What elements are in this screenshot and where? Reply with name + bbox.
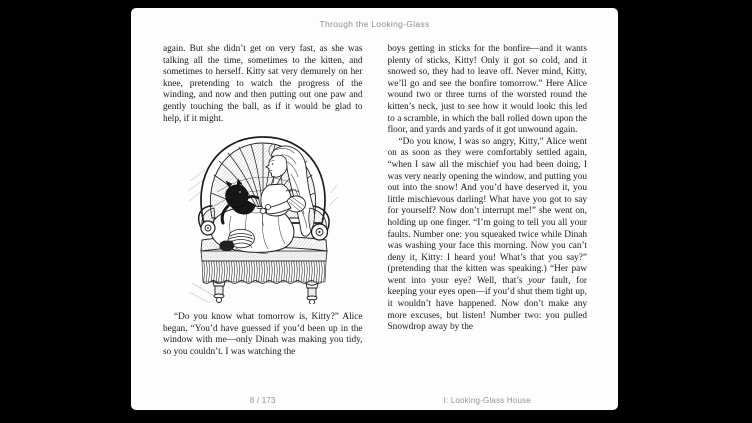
left-column-bottom-paragraphs	[163, 312, 363, 358]
book-page[interactable]	[131, 8, 618, 410]
page-footer	[163, 396, 587, 405]
left-column-top-paragraphs	[163, 44, 363, 125]
left-column	[163, 44, 363, 378]
paragraph: “Do you know, I was so angry, Kitty,” Alice went on as soon as they were comfortably settled again, “when I saw all the mischief you had been doing, I was very nearly opening the window, and putting you out into the snow! And you’d have deserved it, you little mischievous darling! What have you got to say for yourself? Now don’t interrupt me!” she went on, holding up one finger. “I’m going to tell you all your faults. Number one: you squeaked twice while Dinah was washing your face this morning. Now you can’t deny it, Kitty: I heard you! What’s that you say?” (pretending that the kitten was speaking.) “Her paw went into your eye? Well, that’s your fault, for keeping your eyes open—if you’d shut them tight up, it wouldn’t have happened. Now don’t make any more excuses, but listen! Number two: you pulled Snowdrop away by the	[387, 136, 587, 333]
chapter-label: I: Looking-Glass House	[443, 396, 532, 405]
paragraph: “Do you know what tomorrow is, Kitty?” Alice began. “You’d have guessed if you’d been up in the window with me—only Dinah was making you tidy, so you couldn’t. I was watching the	[163, 312, 363, 357]
alice-kitten-armchair-engraving	[188, 133, 338, 304]
right-column	[388, 44, 588, 378]
alice-kitten-armchair-illustration	[188, 133, 338, 304]
book-title: Through the Looking-Glass	[319, 19, 430, 29]
paragraph: boys getting in sticks for the bonfire—and it wants plenty of sticks, Kitty! Only it got so cold, and it snowed so, they had to leave off. Never mind, Kitty, we’ll go and see the bonfire tomorrow.” Here Alice wound two or three turns of the worsted round the kitten’s neck, just to see how it would look: this led to a scramble, in which the ball rolled down upon the floor, and yards and yards of it got unwound again.	[387, 44, 587, 136]
page-indicator: 8 / 173	[249, 396, 276, 405]
paragraph: again. But she didn’t get on very fast, as she was talking all the time, sometimes to the kitten, and sometimes to herself. Kitty sat very demurely on her knee, pretending to watch the progress of the winding, and now and then putting out one paw and gently touching the ball, as if it would be glad to help, if it might.	[163, 44, 363, 124]
text-columns	[163, 44, 587, 378]
